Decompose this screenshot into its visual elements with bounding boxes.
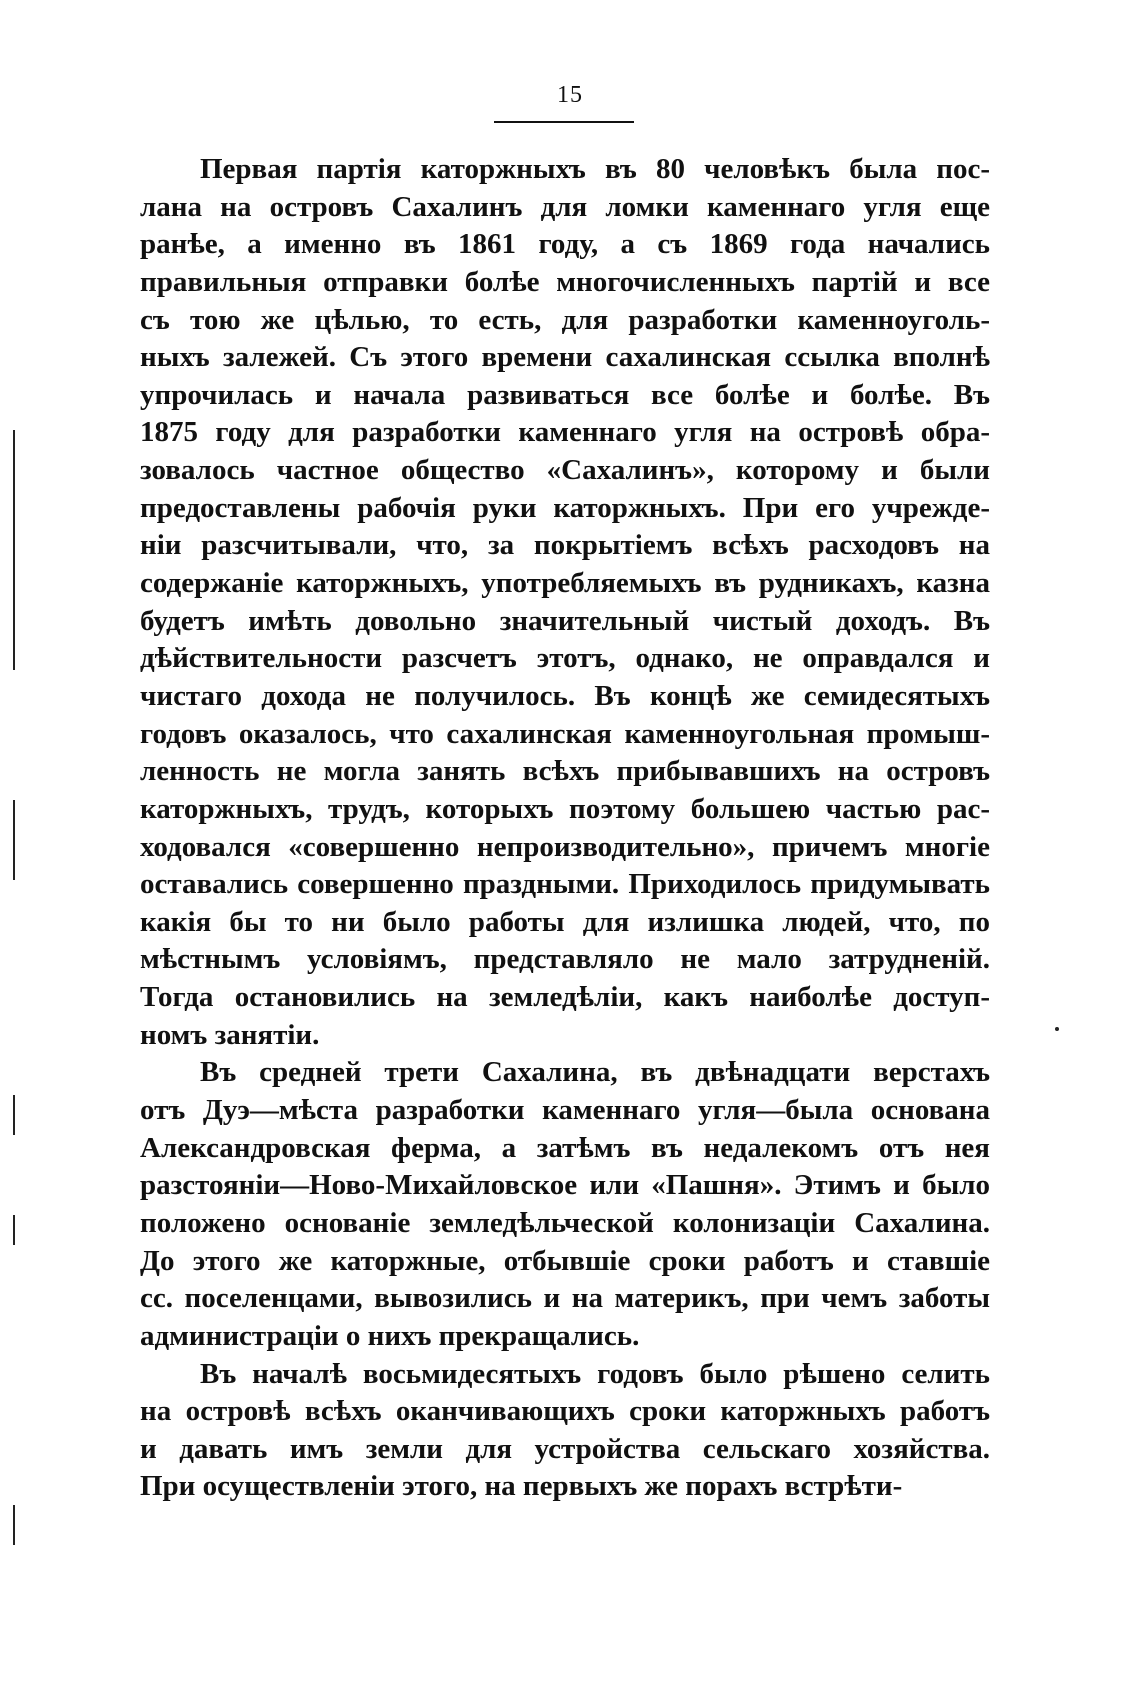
header-rule [494, 121, 634, 123]
text-line: лана на островъ Сахалинъ для ломки каменнаго угля еще [140, 190, 990, 223]
text-line: правильныя отправки болѣе многочисленныхъ партій и все [140, 265, 990, 298]
text-line: оставались совершенно праздными. Приходилось придумывать [140, 868, 990, 901]
text-line: упрочилась и начала развиваться все болѣе и болѣе. Въ [140, 378, 990, 411]
scan-mark [1055, 1027, 1059, 1031]
text-line: ходовался «совершенно непроизводительно», причемъ многіе [140, 830, 990, 863]
text-line: положено основаніе земледѣльческой колонизаціи Сахалина. [140, 1206, 990, 1239]
text-line: сс. поселенцами, вывозились и на материкъ, при чемъ заботы [140, 1282, 990, 1315]
text-line: содержаніе каторжныхъ, употребляемыхъ въ рудникахъ, казна [140, 567, 990, 600]
text-line: годовъ оказалось, что сахалинская каменноугольная промыш- [140, 717, 990, 750]
text-line: и давать имъ земли для устройства сельскаго хозяйства. [140, 1432, 990, 1465]
text-line: ніи разсчитывали, что, за покрытіемъ всѣхъ расходовъ на [140, 529, 990, 562]
text-line: предоставлены рабочія руки каторжныхъ. При его учрежде- [140, 491, 990, 524]
text-line: разстояніи—Ново-Михайловское или «Пашня». Этимъ и было [140, 1169, 990, 1202]
text-line: Тогда остановились на земледѣліи, какъ наиболѣе доступ- [140, 981, 990, 1014]
scan-mark [13, 1215, 15, 1245]
text-line: будетъ имѣть довольно значительный чистый доходъ. Въ [140, 604, 990, 637]
text-line: каторжныхъ, трудъ, которыхъ поэтому большею частью рас- [140, 792, 990, 825]
scan-mark [13, 1505, 15, 1545]
body-text [140, 151, 990, 1506]
text-line: Александровская ферма, а затѣмъ въ недалекомъ отъ нея [140, 1131, 990, 1164]
text-line: дѣйствительности разсчетъ этотъ, однако, не оправдался и [140, 642, 990, 675]
scan-mark [13, 800, 15, 880]
text-line: 1875 году для разработки каменнаго угля на островѣ обра- [140, 416, 990, 449]
text-line: Въ началѣ восьмидесятыхъ годовъ было рѣшено селить [200, 1357, 990, 1390]
text-line: съ тою же цѣлью, то есть, для разработки каменноуголь- [140, 303, 990, 336]
text-line: До этого же каторжные, отбывшіе сроки работъ и ставшіе [140, 1244, 990, 1277]
text-line: на островѣ всѣхъ оканчивающихъ сроки каторжныхъ работъ [140, 1395, 990, 1428]
text-line: зовалось частное общество «Сахалинъ», которому и были [140, 454, 990, 487]
text-line: Въ средней трети Сахалина, въ двѣнадцати верстахъ [200, 1056, 990, 1089]
scan-mark [13, 430, 15, 670]
text-line: ленность не могла занять всѣхъ прибывавшихъ на островъ [140, 755, 990, 788]
text-line: мѣстнымъ условіямъ, представляло не мало затрудненій. [140, 943, 990, 976]
text-line: администраціи о нихъ прекращались. [140, 1319, 640, 1352]
text-line: чистаго дохода не получилось. Въ концѣ же семидесятыхъ [140, 679, 990, 712]
scan-mark [13, 1095, 15, 1135]
page-number: 15 [557, 82, 583, 108]
text-line: какія бы то ни было работы для излишка людей, что, по [140, 905, 990, 938]
text-line: отъ Дуэ—мѣста разработки каменнаго угля—была основана [140, 1094, 990, 1127]
text-line: Первая партія каторжныхъ въ 80 человѣкъ была пос- [200, 153, 990, 185]
text-line: ранѣе, а именно въ 1861 году, а съ 1869 года начались [140, 228, 990, 261]
text-line: При осуществленіи этого, на первыхъ же порахъ встрѣти- [140, 1470, 903, 1503]
text-line: номъ занятіи. [140, 1018, 320, 1051]
text-line: ныхъ залежей. Съ этого времени сахалинская ссылка вполнѣ [140, 341, 990, 374]
